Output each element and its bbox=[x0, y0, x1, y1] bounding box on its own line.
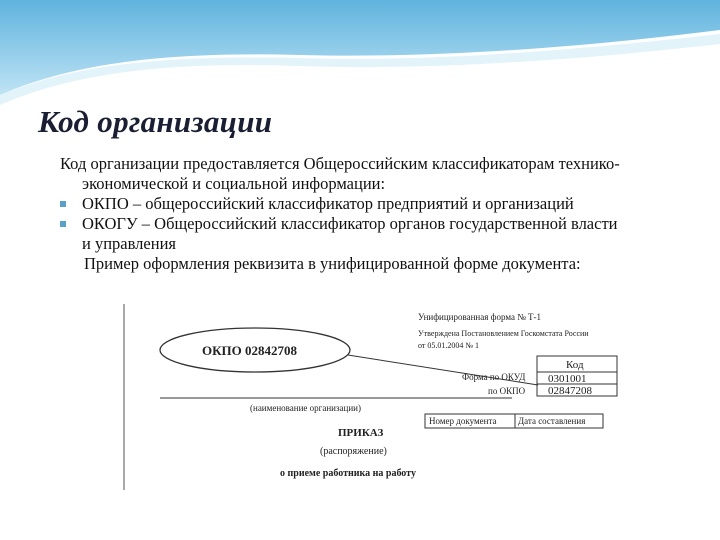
order-subject: о приеме работника на работу bbox=[280, 468, 416, 479]
okpo-row-label: по ОКПО bbox=[488, 386, 526, 396]
form-approved-2: от 05.01.2004 № 1 bbox=[418, 341, 480, 350]
doc-date-header: Дата составления bbox=[518, 416, 586, 426]
header-wave-decoration bbox=[0, 0, 720, 110]
code-header: Код bbox=[566, 359, 584, 371]
okpo-value: 02847208 bbox=[548, 385, 592, 397]
org-name-caption: (наименование организации) bbox=[250, 403, 361, 413]
bullet-okogu bbox=[60, 214, 700, 254]
doc-number-header: Номер документа bbox=[429, 416, 497, 426]
slide-title: Код организации bbox=[38, 104, 273, 139]
bullet-marker bbox=[60, 201, 66, 207]
order-title: ПРИКАЗ bbox=[338, 427, 384, 439]
order-subtitle: (распоряжение) bbox=[320, 446, 387, 457]
bullet-okpo-text: ОКПО – общероссийский классификатор предприятий и организаций bbox=[82, 194, 574, 213]
bullet-okogu-text-2: и управления bbox=[82, 234, 176, 253]
form-unified-label: Унифицированная форма № Т-1 bbox=[418, 312, 542, 322]
form-approved-1: Утверждена Постановлением Госкомстата России bbox=[418, 329, 589, 338]
okud-value: 0301001 bbox=[548, 373, 587, 385]
bullet-okpo bbox=[60, 194, 700, 214]
bullet-okogu-text-1: ОКОГУ – Общероссийский классификатор органов государственной власти bbox=[82, 214, 618, 233]
intro-line-2: экономической и социальной информации: bbox=[82, 174, 386, 193]
okud-label: Форма по ОКУД bbox=[462, 372, 526, 382]
okpo-ellipse-label: ОКПО 02842708 bbox=[202, 343, 298, 358]
example-caption: Пример оформления реквизита в унифицированной форме документа: bbox=[84, 254, 581, 273]
form-example-image bbox=[120, 300, 620, 500]
bullet-marker bbox=[60, 221, 66, 227]
intro-line-1: Код организации предоставляется Общероссийским классификаторам технико- bbox=[60, 154, 620, 173]
